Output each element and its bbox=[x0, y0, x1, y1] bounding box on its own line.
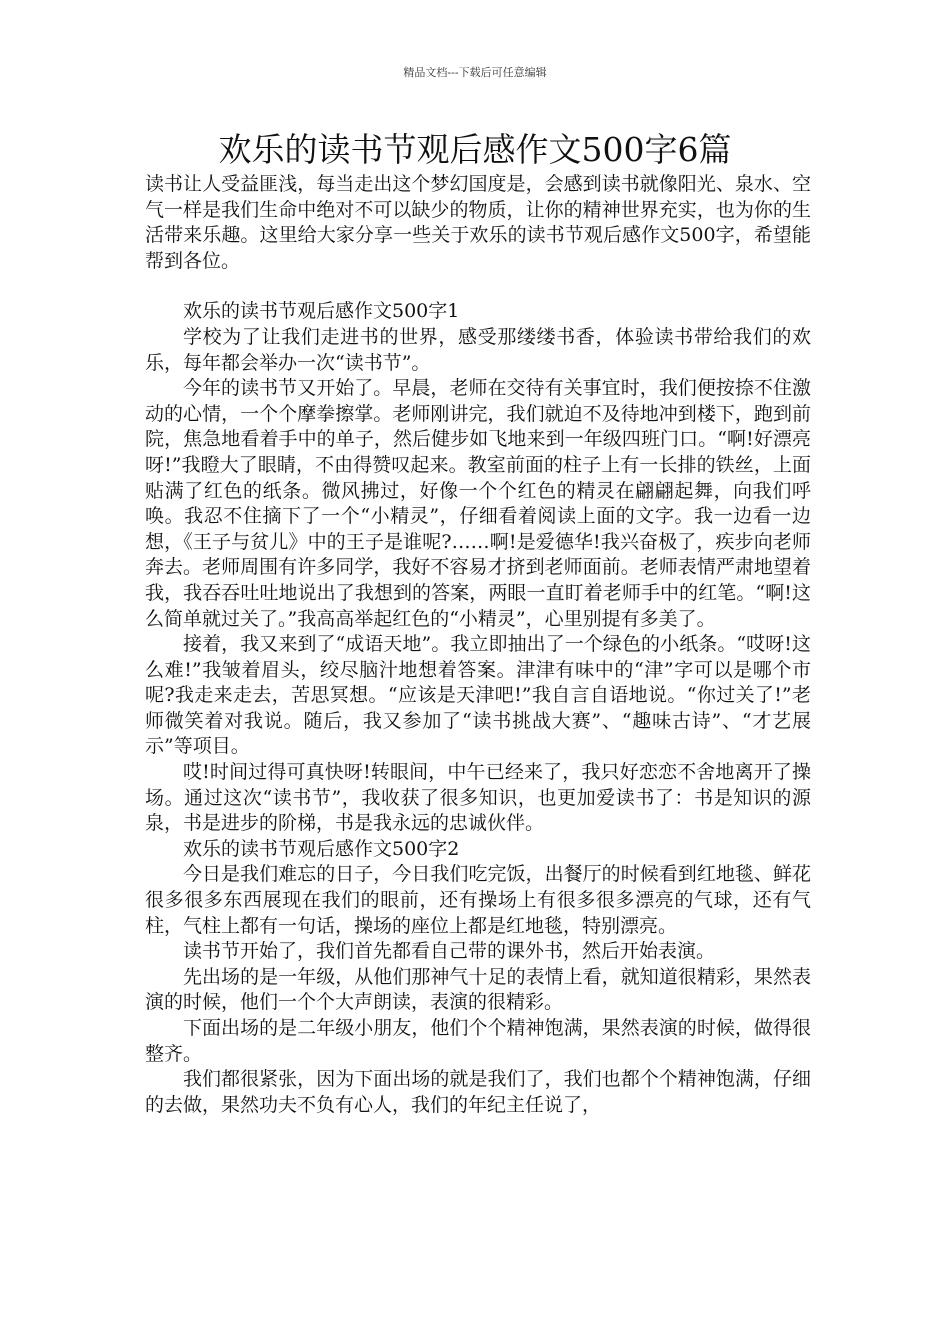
body-paragraph: 学校为了让我们走进书的世界，感受那缕缕书香，体验读书带给我们的欢乐，每年都会举办一次“读书节”。 bbox=[145, 325, 811, 374]
section-heading-1: 欢乐的读书节观后感作文500字1 bbox=[183, 300, 460, 323]
body-paragraph: 读书节开始了，我们首先都看自己带的课外书，然后开始表演。 bbox=[183, 940, 716, 963]
document-body bbox=[145, 172, 811, 1118]
page-header: 精品文档---下载后可任意编辑 bbox=[403, 66, 547, 79]
body-paragraph: 我们都很紧张，因为下面出场的就是我们了，我们也都个个精神饱满，仔细的去做，果然功夫不负有心人，我们的年纪主任说了， bbox=[145, 1068, 811, 1116]
section-heading-2: 欢乐的读书节观后感作文500字2 bbox=[183, 837, 460, 860]
body-paragraph: 接着，我又来到了“成语天地”。我立即抽出了一个绿色的小纸条。“哎呀!这么难!”我皱着眉头，绞尽脑汁地想着答案。津津有味中的“津”字可以是哪个市呢?我走来走去，苦思冥想。“应该是天津吧!”我自言自语地说。“你过关了!”老师微笑着对我说。随后，我又参加了“读书挑战大赛”、“趣味古诗”、“才艺展示”等项目。 bbox=[145, 633, 811, 758]
body-paragraph: 今日是我们难忘的日子，今日我们吃完饭，出餐厅的时候看到红地毯、鲜花很多很多东西展现在我们的眼前，还有操场上有很多很多漂亮的气球，还有气柱，气柱上都有一句话，操场的座位上都是红地毯，特别漂亮。 bbox=[145, 863, 811, 937]
body-paragraph: 今年的读书节又开始了。早晨，老师在交待有关事宜时，我们便按捺不住激动的心情，一个个摩拳擦掌。老师刚讲完，我们就迫不及待地冲到楼下，跑到前院，焦急地看着手中的单子，然后健步如飞地来到一年级四班门口。“啊!好漂亮呀!”我瞪大了眼睛，不由得赞叹起来。教室前面的柱子上有一长排的铁丝，上面贴满了红色的纸条。微风拂过，好像一个个红色的精灵在翩翩起舞，向我们呼唤。我忍不住摘下了一个“小精灵”，仔细看着阅读上面的文字。我一边看一边想，《王子与贫儿》中的王子是谁呢?……啊!是爱德华!我兴奋极了，疾步向老师奔去。老师周围有许多同学，我好不容易才挤到老师面前。老师表情严肃地望着我，我吞吞吐吐地说出了我想到的答案，两眼一直盯着老师手中的红笔。“啊!这么简单就过关了。”我高高举起红色的“小精灵”，心里别提有多美了。 bbox=[145, 377, 811, 630]
body-paragraph: 先出场的是一年级，从他们那神气十足的表情上看，就知道很精彩，果然表演的时候，他们一个个大声朗读，表演的很精彩。 bbox=[145, 965, 811, 1014]
body-paragraph: 下面出场的是二年级小朋友，他们个个精神饱满，果然表演的时候，做得很整齐。 bbox=[145, 1017, 811, 1065]
body-paragraph: 哎!时间过得可真快呀!转眼间，中午已经来了，我只好恋恋不舍地离开了操场。通过这次“读书节”，我收获了很多知识，也更加爱读书了：书是知识的源泉，书是进步的阶梯，书是我永远的忠诚伙伴。 bbox=[145, 761, 811, 835]
intro-paragraph: 读书让人受益匪浅，每当走出这个梦幻国度是，会感到读书就像阳光、泉水、空气一样是我们生命中绝对不可以缺少的物质，让你的精神世界充实，也为你的生活带来乐趣。这里给大家分享一些关于欢乐的读书节观后感作文500字，希望能帮到各位。 bbox=[145, 173, 811, 272]
document-title: 欢乐的读书节观后感作文500字6篇 bbox=[218, 130, 732, 169]
